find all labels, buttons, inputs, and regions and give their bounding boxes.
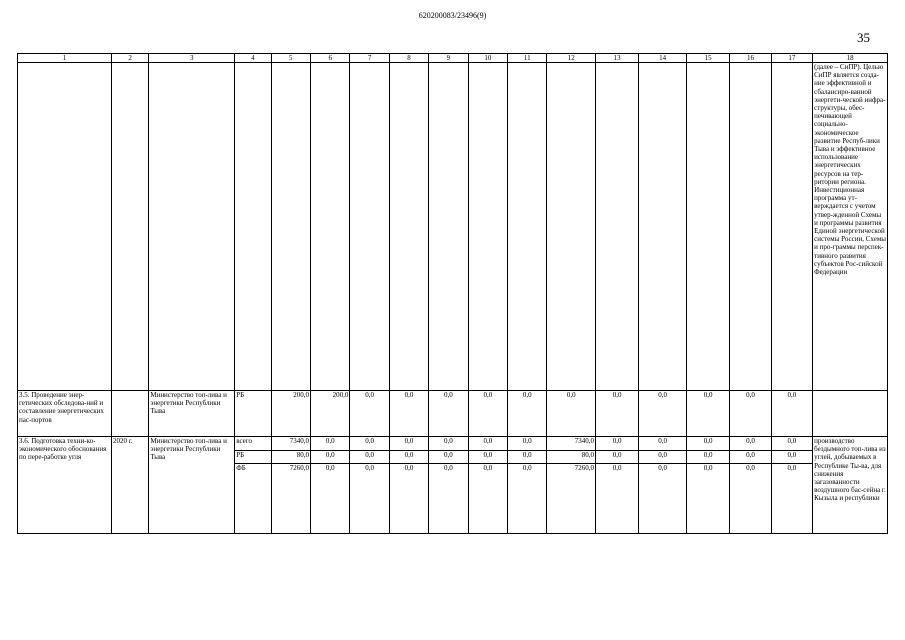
value-cell: 0,0 [771,391,812,437]
value-cell: 80,0 [547,451,596,464]
value-cell: 0,0 [595,464,638,534]
source-cell: РБ [235,451,271,464]
document-id: 620200083/23496(9) [418,11,487,20]
table-row [18,63,888,391]
header-cell: 11 [508,54,547,63]
value-cell: 7340,0 [547,437,596,451]
value-cell: 0,0 [389,464,428,534]
value-cell: 7340,0 [271,437,310,451]
value-cell: 0,0 [595,451,638,464]
program-table [17,53,888,534]
source-cell: РБ [235,391,271,437]
source-cell: ФБ [235,464,271,534]
value-cell: 0,0 [350,464,389,534]
value-cell: 0,0 [468,437,507,451]
header-cell: 9 [429,54,468,63]
executor-cell: Министерство топ-лива и энергетики Республики Тыва [149,391,235,437]
header-cell: 17 [771,54,812,63]
value-cell: 0,0 [639,464,686,534]
value-cell: 0,0 [730,451,771,464]
header-row [18,54,888,63]
value-cell: 0,0 [429,391,468,437]
header-cell: 13 [595,54,638,63]
value-cell: 0,0 [771,437,812,451]
header-cell: 5 [271,54,310,63]
header-cell: 1 [18,54,112,63]
executor-cell: Министерство топ-лива и энергетики Республики Тыва [149,437,235,534]
value-cell: 0,0 [547,391,596,437]
header-cell: 3 [149,54,235,63]
header-cell: 2 [111,54,148,63]
value-cell: 7260,0 [271,464,310,534]
header-cell: 18 [813,54,888,63]
value-cell: 0,0 [429,464,468,534]
value-cell: 0,0 [389,391,428,437]
value-cell: 0,0 [468,464,507,534]
value-cell: 0,0 [468,451,507,464]
value-cell: 200,0 [311,391,350,437]
value-cell: 0,0 [730,437,771,451]
header-cell: 16 [730,54,771,63]
value-cell: 0,0 [595,391,638,437]
table-row [18,437,888,451]
value-cell: 0,0 [468,391,507,437]
value-cell: 7260,0 [547,464,596,534]
value-cell: 0,0 [686,464,729,534]
event-name-cell: 3.6. Подготовка техни-ко-экономического обоснования по пере-работке угля [18,437,112,534]
value-cell: 0,0 [311,451,350,464]
value-cell: 0,0 [311,464,350,534]
value-cell: 0,0 [595,437,638,451]
value-cell: 0,0 [508,391,547,437]
event-name-cell: 3.5. Проведение энер-гетических обследова-ний и составление энергетических пас-портов [18,391,112,437]
value-cell: 0,0 [429,437,468,451]
year-cell [111,391,148,437]
page-number: 35 [857,30,870,45]
value-cell: 0,0 [389,451,428,464]
table-row [18,391,888,437]
header-cell: 8 [389,54,428,63]
value-cell: 200,0 [271,391,310,437]
value-cell: 0,0 [730,464,771,534]
value-cell: 0,0 [350,391,389,437]
value-cell: 0,0 [389,437,428,451]
value-cell: 0,0 [639,451,686,464]
value-cell: 0,0 [686,391,729,437]
value-cell: 0,0 [429,451,468,464]
value-cell: 0,0 [771,451,812,464]
value-cell: 0,0 [508,437,547,451]
header-cell: 10 [468,54,507,63]
value-cell: 0,0 [730,391,771,437]
header-cell: 14 [639,54,686,63]
value-cell: 0,0 [639,437,686,451]
result-cell: производство бездымного топ-лива из углей, добываемых в Республике Ты-ва, для снижения загазованности воздушного бас-сейна г. Кызыла и республики [813,437,888,534]
value-cell: 0,0 [350,451,389,464]
header-cell: 12 [547,54,596,63]
value-cell: 0,0 [686,451,729,464]
source-cell: всего [235,437,271,451]
value-cell: 0,0 [639,391,686,437]
year-cell: 2020 г. [111,437,148,534]
value-cell: 80,0 [271,451,310,464]
header-cell: 6 [311,54,350,63]
value-cell: 0,0 [508,451,547,464]
value-cell: 0,0 [508,464,547,534]
value-cell: 0,0 [771,464,812,534]
value-cell: 0,0 [350,437,389,451]
value-cell: 0,0 [311,437,350,451]
header-cell: 4 [235,54,271,63]
header-cell: 7 [350,54,389,63]
value-cell: 0,0 [686,437,729,451]
note-cell: (далее – СиПР). Целью СиПР является созда-ние эффективной и сбалансиро-ванной энергети-ческой инфра-структуры, обес-печивающей социально-экономическое развитие Респуб-лики Тыва и эффективное использование энергетических ресурсов на тер-ритории региона. Инвестиционная программа ут-верждается с учетом утвер-жденной Схемы и программы развития Единой энергетической системы России, Схемы и про-граммы перспек-тивного развития субъектов Рос-сийской Федерации [813,63,888,391]
header-cell: 15 [686,54,729,63]
